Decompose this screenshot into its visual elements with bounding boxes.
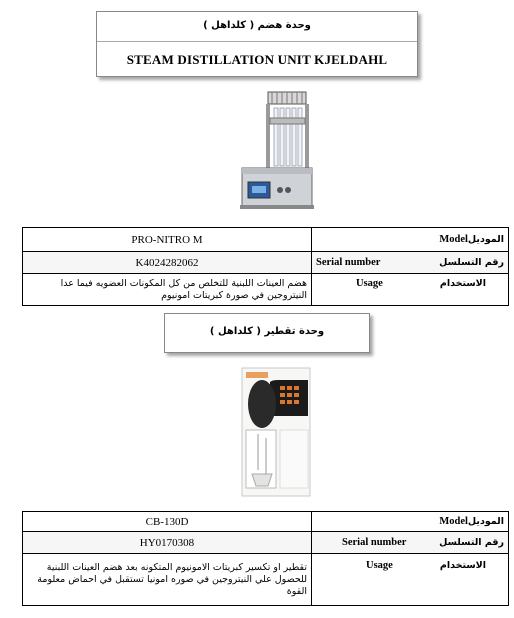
usage-value: هضم العينات اللبنية للتخلص من كل المكونات العضويه فيما عدا النيتروجين في صورة كبريتات امونيوم bbox=[23, 274, 312, 306]
serial-label-ar: رقم التسلسل bbox=[439, 537, 504, 548]
model-label-en: Model bbox=[439, 234, 468, 245]
section2-title-box bbox=[164, 313, 370, 353]
serial-label-cell bbox=[312, 532, 509, 554]
section2-title-arabic: وحدة تقطير ( كلداهل ) bbox=[209, 326, 325, 337]
model-label-cell bbox=[312, 228, 509, 252]
table-row bbox=[23, 554, 509, 606]
title-divider bbox=[97, 41, 417, 42]
section1-title-english: STEAM DISTILLATION UNIT KJELDAHL bbox=[126, 52, 388, 67]
section1-title-box bbox=[96, 11, 418, 77]
usage-label-en: Usage bbox=[356, 278, 383, 289]
table-row bbox=[23, 252, 509, 274]
serial-label-cell bbox=[312, 252, 509, 274]
table-row bbox=[23, 274, 509, 306]
serial-label-en: Serial number bbox=[316, 257, 381, 268]
usage-label-ar: الاستخدام bbox=[439, 278, 486, 289]
usage-value: تقطير او تكسير كبريتات الامونيوم المتكونه بعد هضم العينات اللبنية للحصول علي النيتروجين في صوره امونيا تستقبل في احماض معلومة القوة bbox=[23, 554, 312, 606]
table-row bbox=[23, 512, 509, 532]
usage-label-en: Usage bbox=[366, 560, 393, 571]
serial-label-en: Serial number bbox=[342, 537, 407, 548]
spec-table-1 bbox=[22, 227, 509, 306]
model-label-ar: الموديل bbox=[467, 234, 504, 245]
model-label-en: Model bbox=[439, 516, 468, 527]
serial-label-ar: رقم التسلسل bbox=[439, 257, 504, 268]
table-row bbox=[23, 532, 509, 554]
distillation-unit-image bbox=[236, 360, 316, 500]
spec-table-2 bbox=[22, 511, 509, 606]
usage-label-cell bbox=[312, 274, 509, 306]
model-label-cell bbox=[312, 512, 509, 532]
usage-label-cell bbox=[312, 554, 509, 606]
model-value: PRO-NITRO M bbox=[23, 228, 312, 252]
table-row bbox=[23, 228, 509, 252]
serial-value: K4024282062 bbox=[23, 252, 312, 274]
usage-label-ar: الاستخدام bbox=[439, 560, 486, 571]
section1-title-arabic: وحدة هضم ( كلداهل ) bbox=[203, 20, 311, 31]
digestion-unit-image bbox=[230, 88, 325, 213]
model-value: CB-130D bbox=[23, 512, 312, 532]
model-label-ar: الموديل bbox=[467, 516, 504, 527]
serial-value: HY0170308 bbox=[23, 532, 312, 554]
